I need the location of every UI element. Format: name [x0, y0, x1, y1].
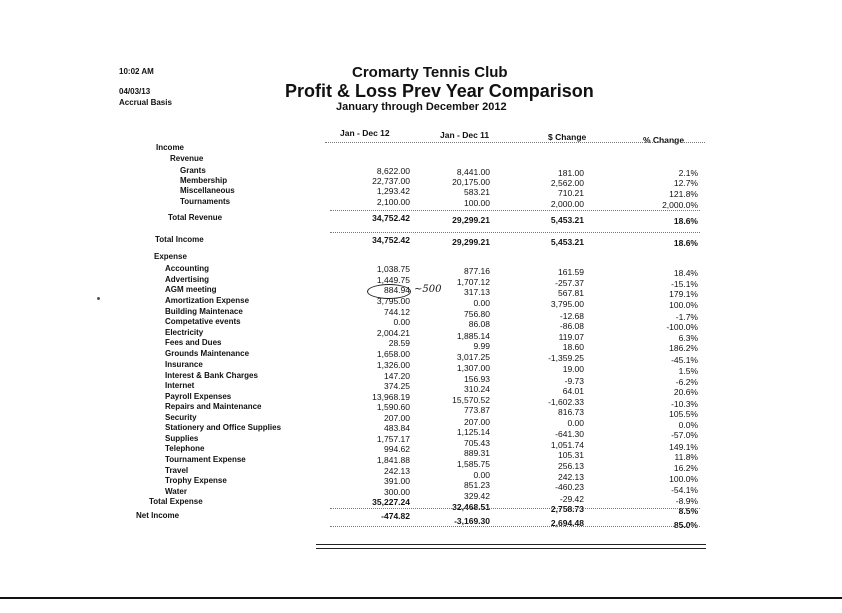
- cell-grants-col4: 2.1%: [678, 168, 698, 178]
- company-name: Cromarty Tennis Club: [352, 64, 508, 81]
- cell-grants-col2: 8,441.00: [456, 167, 490, 177]
- row-label-travel: Travel: [165, 466, 189, 475]
- row-label-interest: Interest & Bank Charges: [165, 371, 258, 380]
- cell-insurance-col1: 1,326.00: [376, 360, 410, 370]
- cell-water-col1: 300.00: [384, 487, 410, 497]
- row-label-internet: Internet: [165, 381, 195, 390]
- cell-fees-col2: 9.99: [473, 341, 490, 351]
- report-time: 10:02 AM: [119, 67, 154, 76]
- cell-total-expense-col4: 8.5%: [678, 506, 698, 516]
- cell-interest-col1: 147.20: [384, 371, 410, 381]
- cell-payroll-col2: 15,570.52: [452, 395, 490, 405]
- scan-speck: [97, 297, 100, 300]
- column-header-current: Jan - Dec 12: [340, 128, 390, 138]
- net-income-double-rule: [316, 544, 706, 549]
- row-label-grounds: Grounds Maintenance: [165, 349, 250, 358]
- cell-repairs-col3: 816.73: [558, 407, 584, 417]
- cell-tournaments-col3: 2,000.00: [550, 199, 584, 209]
- cell-tournament-exp-col3: 256.13: [558, 461, 584, 471]
- cell-water-col3: -29.42: [559, 494, 584, 504]
- cell-total-revenue-col3: 5,453.21: [550, 215, 584, 225]
- cell-internet-col4: 20.6%: [673, 387, 698, 397]
- cell-amortization-col1: 3,795.00: [376, 296, 410, 306]
- report-period: January through December 2012: [336, 101, 507, 113]
- cell-insurance-col3: 19.00: [562, 364, 584, 374]
- cell-security-col1: 207.00: [384, 413, 410, 423]
- cell-building-col1: 744.12: [384, 307, 410, 317]
- cell-electricity-col4: 6.3%: [678, 333, 698, 343]
- row-label-competative: Competative events: [165, 317, 241, 326]
- cell-trophy-col2: 851.23: [464, 480, 490, 490]
- cell-repairs-col2: 773.87: [464, 405, 490, 415]
- cell-membership-col1: 22,737.00: [372, 176, 410, 186]
- row-label-expense: Expense: [154, 252, 187, 261]
- cell-total-income-col1: 34,752.42: [372, 235, 410, 245]
- cell-building-col3: -12.68: [559, 311, 584, 321]
- cell-water-col4: -8.9%: [675, 496, 698, 506]
- cell-accounting-col4: 18.4%: [673, 268, 698, 278]
- cell-insurance-col4: 1.5%: [678, 366, 698, 376]
- cell-telephone-col3: 105.31: [558, 450, 584, 460]
- cell-travel-col4: 100.0%: [669, 474, 698, 484]
- row-label-membership: Membership: [180, 176, 228, 185]
- row-label-net-income: Net Income: [136, 511, 180, 520]
- cell-advertising-col2: 1,707.12: [456, 277, 490, 287]
- cell-building-col2: 756.80: [464, 309, 490, 319]
- report-title: Profit & Loss Prev Year Comparison: [285, 81, 594, 101]
- cell-net-income-col3: 2,694.48: [550, 518, 584, 528]
- cell-fees-col3: 18.60: [562, 342, 584, 352]
- row-label-tournaments: Tournaments: [180, 197, 231, 206]
- cell-agm-col3: 567.81: [558, 288, 584, 298]
- cell-water-col2: 329.42: [464, 491, 490, 501]
- row-label-total-expense: Total Expense: [149, 497, 203, 506]
- cell-stationery-col3: -641.30: [555, 429, 584, 439]
- row-label-building: Building Maintenace: [165, 307, 243, 316]
- cell-grounds-col4: -45.1%: [671, 355, 698, 365]
- cell-security-col3: 0.00: [567, 418, 584, 428]
- cell-advertising-col3: -257.37: [555, 278, 584, 288]
- cell-membership-col2: 20,175.00: [452, 177, 490, 187]
- cell-payroll-col3: -1,602.33: [548, 397, 584, 407]
- cell-electricity-col1: 2,004.21: [376, 328, 410, 338]
- cell-accounting-col1: 1,038.75: [376, 264, 410, 274]
- cell-telephone-col4: 11.8%: [674, 452, 698, 462]
- cell-repairs-col4: 105.5%: [669, 409, 698, 419]
- cell-amortization-col3: 3,795.00: [550, 299, 584, 309]
- cell-fees-col1: 28.59: [388, 338, 410, 348]
- cell-grounds-col2: 3,017.25: [456, 352, 490, 362]
- column-header-percent-change: % Change: [643, 135, 685, 145]
- row-label-payroll: Payroll Expenses: [165, 392, 232, 401]
- cell-payroll-col4: -10.3%: [671, 399, 698, 409]
- cell-total-income-col4: 18.6%: [673, 238, 698, 248]
- cell-total-income-col2: 29,299.21: [452, 237, 490, 247]
- cell-travel-col1: 242.13: [384, 466, 410, 476]
- column-header-dollar-change: $ Change: [548, 132, 587, 142]
- cell-amortization-col4: 100.0%: [669, 300, 698, 310]
- cell-net-income-col2: -3,169.30: [454, 516, 490, 526]
- row-label-trophy: Trophy Expense: [165, 476, 227, 485]
- cell-competative-col1: 0.00: [393, 317, 410, 327]
- cell-stationery-col2: 1,125.14: [456, 427, 490, 437]
- cell-grounds-col1: 1,658.00: [376, 349, 410, 359]
- cell-advertising-col1: 1,449.75: [376, 275, 410, 285]
- cell-agm-col1: 884.94: [384, 285, 410, 295]
- cell-total-expense-col1: 35,227.24: [372, 497, 410, 507]
- row-label-amortization: Amortization Expense: [165, 296, 250, 305]
- cell-trophy-col4: -54.1%: [671, 485, 698, 495]
- expense-subtotal-rule: [330, 508, 700, 509]
- column-header-previous: Jan - Dec 11: [440, 130, 490, 140]
- row-label-telephone: Telephone: [165, 444, 205, 453]
- cell-tournament-exp-col4: 16.2%: [673, 463, 698, 473]
- cell-building-col4: -1.7%: [675, 312, 698, 322]
- row-label-supplies: Supplies: [165, 434, 199, 443]
- cell-stationery-col1: 483.84: [384, 423, 410, 433]
- cell-electricity-col3: 119.07: [558, 332, 584, 342]
- cell-misc-col4: 121.8%: [669, 189, 698, 199]
- cell-accounting-col2: 877.16: [464, 266, 490, 276]
- cell-telephone-col2: 889.31: [464, 448, 490, 458]
- revenue-subtotal-rule: [330, 210, 700, 211]
- row-label-accounting: Accounting: [165, 264, 209, 273]
- cell-total-expense-col3: 2,758.73: [550, 504, 584, 514]
- handwritten-circle-mark: [367, 284, 411, 299]
- cell-competative-col4: -100.0%: [666, 322, 698, 332]
- cell-tournaments-col4: 2,000.0%: [662, 200, 698, 210]
- cell-internet-col3: 64.01: [562, 386, 584, 396]
- row-label-income: Income: [156, 143, 185, 152]
- cell-grounds-col3: -1,359.25: [548, 353, 584, 363]
- cell-security-col4: 0.0%: [678, 420, 698, 430]
- accounting-basis: Accrual Basis: [119, 98, 172, 107]
- cell-amortization-col2: 0.00: [473, 298, 490, 308]
- cell-travel-col2: 0.00: [473, 470, 490, 480]
- row-label-stationery: Stationery and Office Supplies: [165, 423, 282, 432]
- cell-grants-col1: 8,622.00: [376, 166, 410, 176]
- cell-supplies-col3: 1,051.74: [550, 440, 584, 450]
- report-date: 04/03/13: [119, 87, 151, 96]
- cell-membership-col4: 12.7%: [673, 178, 698, 188]
- cell-tournament-exp-col1: 1,841.88: [376, 455, 410, 465]
- cell-supplies-col1: 1,757.17: [376, 434, 410, 444]
- income-total-rule: [330, 232, 700, 233]
- cell-supplies-col4: 149.1%: [669, 442, 698, 452]
- cell-trophy-col1: 391.00: [384, 476, 410, 486]
- row-label-tournament-exp: Tournament Expense: [165, 455, 246, 464]
- cell-total-revenue-col2: 29,299.21: [452, 215, 490, 225]
- expense-total-rule: [330, 526, 700, 527]
- cell-fees-col4: 186.2%: [669, 343, 698, 353]
- cell-net-income-col4: 85.0%: [673, 520, 698, 530]
- header-underline: [325, 142, 705, 143]
- cell-agm-col4: 179.1%: [669, 289, 698, 299]
- row-label-agm: AGM meeting: [165, 285, 217, 294]
- cell-total-expense-col2: 32,468.51: [452, 502, 490, 512]
- handwritten-note: ~500: [414, 284, 442, 295]
- cell-tournaments-col2: 100.00: [464, 198, 490, 208]
- cell-internet-col2: 310.24: [464, 384, 490, 394]
- row-label-electricity: Electricity: [165, 328, 204, 337]
- cell-total-revenue-col4: 18.6%: [673, 216, 698, 226]
- row-label-security: Security: [165, 413, 197, 422]
- row-label-water: Water: [165, 487, 187, 496]
- cell-trophy-col3: -460.23: [555, 482, 584, 492]
- row-label-fees: Fees and Dues: [165, 338, 222, 347]
- cell-competative-col3: -86.08: [559, 321, 584, 331]
- row-label-repairs: Repairs and Maintenance: [165, 402, 262, 411]
- cell-internet-col1: 374.25: [384, 381, 410, 391]
- cell-grants-col3: 181.00: [558, 168, 584, 178]
- cell-competative-col2: 86.08: [468, 319, 490, 329]
- cell-telephone-col1: 994.62: [384, 444, 410, 454]
- cell-tournaments-col1: 2,100.00: [376, 197, 410, 207]
- cell-misc-col1: 1,293.42: [376, 186, 410, 196]
- cell-total-revenue-col1: 34,752.42: [372, 213, 410, 223]
- cell-travel-col3: 242.13: [558, 472, 584, 482]
- cell-tournament-exp-col2: 1,585.75: [456, 459, 490, 469]
- cell-electricity-col2: 1,885.14: [456, 331, 490, 341]
- cell-total-income-col3: 5,453.21: [550, 237, 584, 247]
- cell-repairs-col1: 1,590.60: [376, 402, 410, 412]
- cell-security-col2: 207.00: [464, 417, 490, 427]
- cell-interest-col3: -9.73: [564, 376, 584, 386]
- cell-membership-col3: 2,562.00: [550, 178, 584, 188]
- row-label-total-revenue: Total Revenue: [168, 213, 223, 222]
- row-label-revenue: Revenue: [170, 154, 204, 163]
- row-label-misc: Miscellaneous: [180, 186, 235, 195]
- cell-insurance-col2: 1,307.00: [456, 363, 490, 373]
- scan-page-edge: [0, 597, 842, 599]
- cell-misc-col3: 710.21: [558, 188, 584, 198]
- cell-advertising-col4: -15.1%: [671, 279, 698, 289]
- cell-agm-col2: 317.13: [464, 287, 490, 297]
- cell-net-income-col1: -474.82: [381, 511, 410, 521]
- cell-supplies-col2: 705.43: [464, 438, 490, 448]
- cell-misc-col2: 583.21: [464, 187, 490, 197]
- cell-stationery-col4: -57.0%: [671, 430, 698, 440]
- row-label-total-income: Total Income: [155, 235, 204, 244]
- row-label-advertising: Advertising: [165, 275, 210, 284]
- row-label-grants: Grants: [180, 166, 206, 175]
- row-label-insurance: Insurance: [165, 360, 203, 369]
- cell-payroll-col1: 13,968.19: [372, 392, 410, 402]
- cell-interest-col4: -6.2%: [675, 377, 698, 387]
- cell-interest-col2: 156.93: [464, 374, 490, 384]
- cell-accounting-col3: 161.59: [558, 267, 584, 277]
